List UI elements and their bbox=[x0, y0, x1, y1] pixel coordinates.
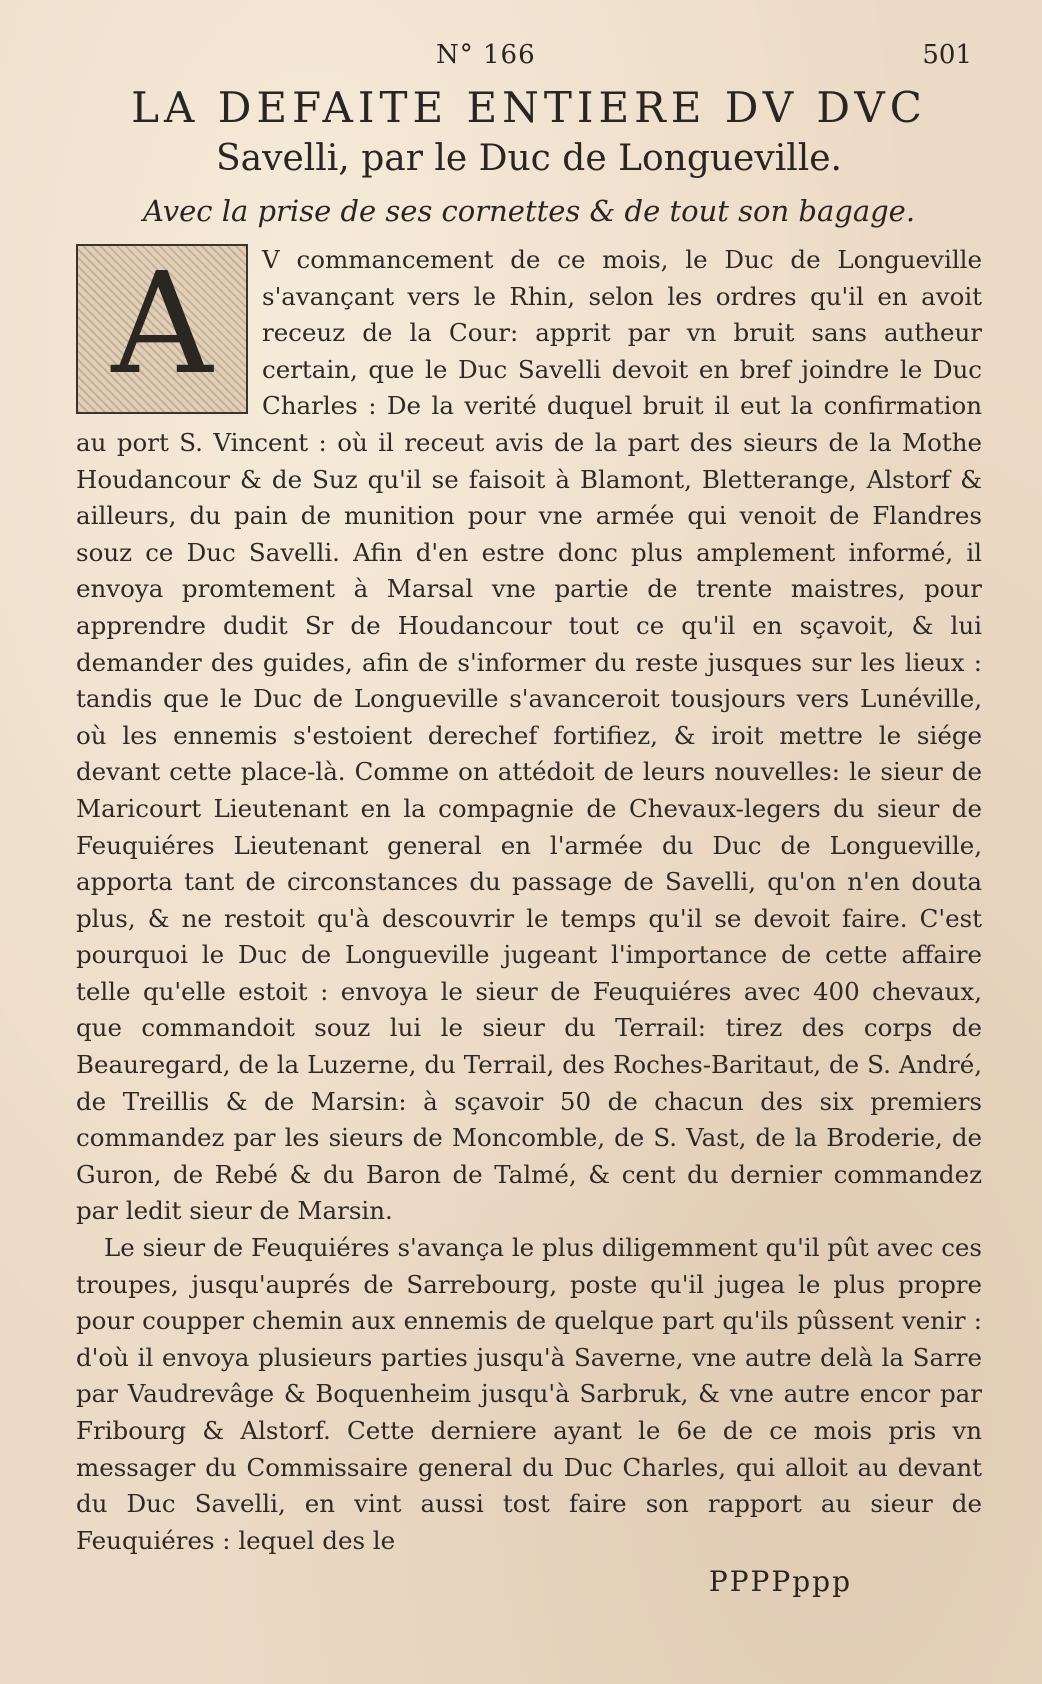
page-header bbox=[76, 40, 982, 76]
page-number: 501 bbox=[922, 40, 972, 70]
page-title: LA DEFAITE ENTIERE DV DVC bbox=[131, 83, 927, 132]
page-subtitle: Savelli, par le Duc de Longueville. bbox=[216, 138, 842, 179]
paragraph-1: V commancement de ce mois, le Duc de Longueville s'avançant vers le Rhin, selon les ordres qu'il en avoit receuz de la Cour: apprit par vn bruit sans autheur certain, que le Duc Savelli devoit en bref joindre le Duc Charles : De la verité duquel bruit il eut la confirmation au port S. Vincent : où il receut avis de la part des sieurs de la Mothe Houdancour & de Suz qu'il se faisoit à Blamont, Bletterange, Alstorf & ailleurs, du pain de munition pour vne armée qui venoit de Flandres souz ce Duc Savelli. Afin d'en estre donc plus amplement informé, il envoya promtement à Marsal vne partie de trente maistres, pour apprendre dudit Sr de Houdancour tout ce qu'il en sçavoit, & lui demander des guides, afin de s'informer du reste jusques sur les lieux : tandis que le Duc de Longueville s'avanceroit tousjours vers Lunéville, où les ennemis s'estoient derechef fortifiez, & iroit mettre le siége devant cette place-là. Comme on attédoit de leurs nouvelles: le sieur de Maricourt Lieutenant en la compagnie de Chevaux-legers du sieur de Feuquiéres Lieutenant general en l'armée du Duc de Longueville, apporta tant de circonstances du passage de Savelli, qu'on n'en douta plus, & ne restoit qu'à descouvrir le temps qu'il se devoit faire. C'est pourquoi le Duc de Longueville jugeant l'importance de cette affaire telle qu'elle estoit : envoya le sieur de Feuquiéres avec 400 chevaux, que commandoit souz lui le sieur du Terrail: tirez des corps de Beauregard, de la Luzerne, du Terrail, des Roches-Baritaut, de S. André, de Treillis & de Marsin: à sçavoir 50 de chacun des six premiers commandez par les sieurs de Moncomble, de S. Vast, de la Broderie, de Guron, de Rebé & du Baron de Talmé, & cent du dernier commandez par ledit sieur de Marsin. bbox=[76, 245, 982, 1226]
decorated-initial bbox=[76, 244, 248, 414]
paragraph-2: Le sieur de Feuquiéres s'avança le plus diligemment qu'il pût avec ces troupes, jusqu'auprés de Sarrebourg, poste qu'il jugea le plus propre pour coupper chemin aux ennemis de quelque part qu'ils pûssent venir : d'où il envoya plusieurs parties jusqu'à Saverne, vne autre delà la Sarre par Vaudrevâge & Boquenheim jusqu'à Sarbruk, & vne autre encor par Fribourg & Alstorf. Cette derniere ayant le 6e de ce mois pris vn messager du Commissaire general du Duc Charles, qui alloit au devant du Duc Savelli, en vint aussi tost faire son rapport au sieur de Feuquiéres : lequel des le bbox=[76, 1233, 982, 1555]
issue-number: N° 166 bbox=[436, 40, 536, 70]
article-body bbox=[76, 242, 982, 1559]
decorated-initial-letter: A bbox=[111, 243, 213, 406]
signature-mark: PPPPppp bbox=[708, 1565, 852, 1599]
page-italic-subtitle: Avec la prise de ses cornettes & de tout son bagage. bbox=[142, 194, 916, 228]
